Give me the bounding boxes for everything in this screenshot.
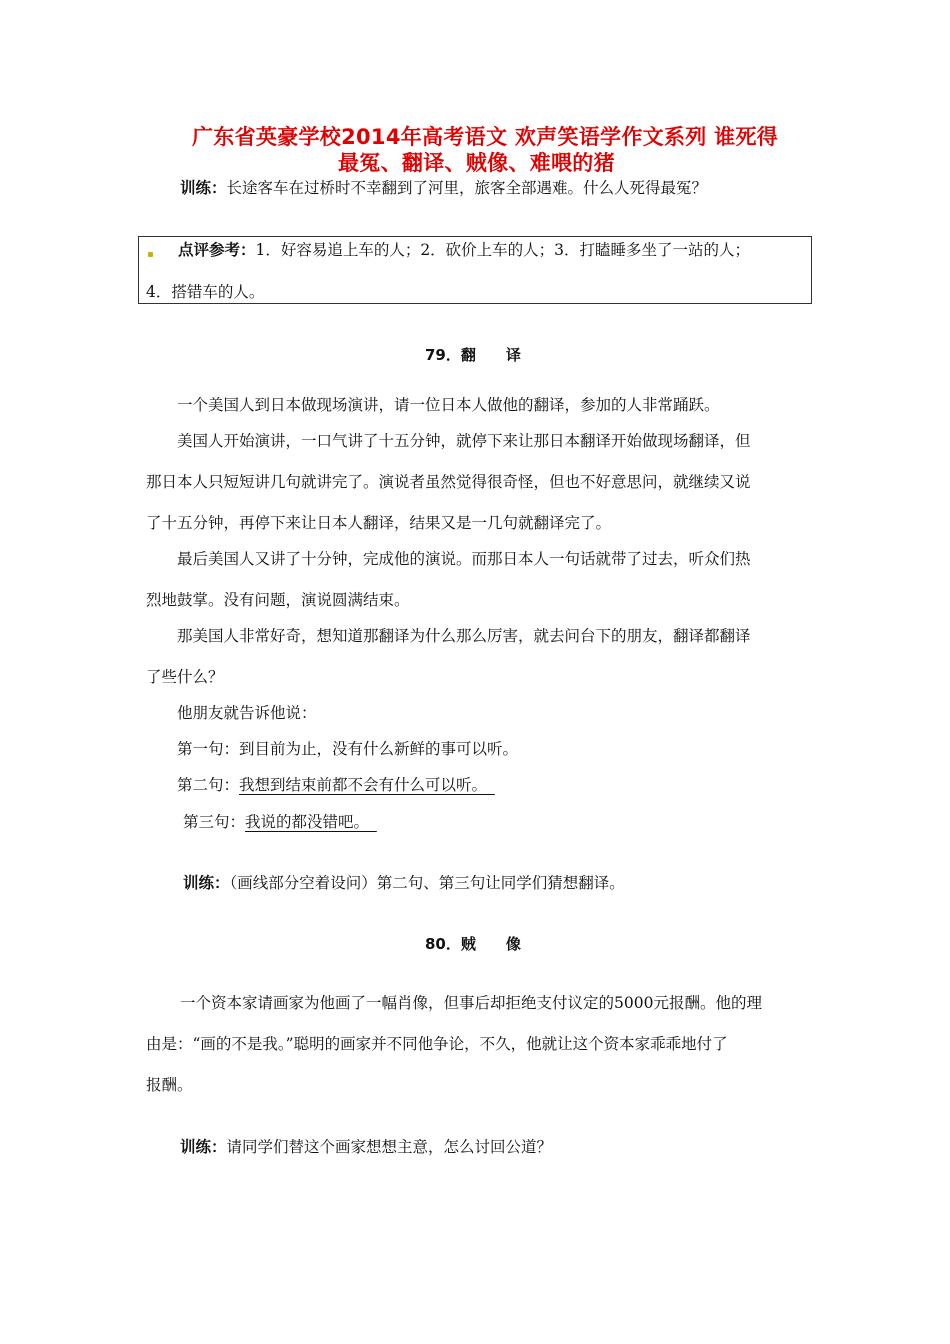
second-answer-underlined: 我想到结束前都不会有什么可以听。 bbox=[239, 776, 488, 794]
reference-label: 点评参考： bbox=[177, 241, 256, 259]
third-answer-underlined: 我说的都没错吧。 bbox=[245, 813, 370, 831]
second-sentence bbox=[177, 775, 495, 795]
para-79-line-9: 他朋友就告诉他说： bbox=[177, 704, 317, 722]
para-80-line-2: 由是：“画的不是我。”聪明的画家并不同他争论，不久，他就让这个资本家乖乖地付了 bbox=[146, 1035, 728, 1053]
training-label: 训练： bbox=[180, 1138, 227, 1156]
training-text: 请同学们替这个画家想想主意，怎么讨回公道？ bbox=[226, 1138, 553, 1156]
para-79-line-4: 了十五分钟，再停下来让日本人翻译，结果又是一几句就翻译完了。 bbox=[146, 514, 612, 532]
para-79-line-10: 第一句：到目前为止，没有什么新鲜的事可以听。 bbox=[177, 740, 519, 758]
training-1 bbox=[180, 178, 707, 198]
training-label: 训练： bbox=[180, 179, 227, 197]
third-label: 第三句： bbox=[183, 813, 246, 831]
third-sentence bbox=[183, 812, 377, 832]
para-80-line-3: 报酬。 bbox=[146, 1076, 193, 1094]
training-80 bbox=[180, 1137, 552, 1157]
training-text: （画线部分空着设问）第二句、第三句让同学们猜想翻译。 bbox=[229, 874, 625, 892]
reference-text: 1．好容易追上车的人；2．砍价上车的人；3．打瞌睡多坐了一站的人； bbox=[255, 241, 751, 259]
training-label: 训练： bbox=[183, 874, 230, 892]
document-title-line2: 最冤、翻译、贼像、难喂的猪 bbox=[338, 151, 615, 175]
heading-79: 79．翻 译 bbox=[425, 346, 521, 364]
marker-dot bbox=[148, 252, 153, 257]
training-79 bbox=[183, 873, 625, 893]
para-80-line-1: 一个资本家请画家为他画了一幅肖像，但事后却拒绝支付议定的5000元报酬。他的理 bbox=[180, 994, 762, 1012]
para-79-line-1: 一个美国人到日本做现场演讲，请一位日本人做他的翻译，参加的人非常踊跃。 bbox=[177, 396, 720, 414]
reference-line-2: 4．搭错车的人。 bbox=[146, 283, 265, 301]
para-79-line-6: 烈地鼓掌。没有问题，演说圆满结束。 bbox=[146, 591, 410, 609]
para-79-line-2: 美国人开始演讲，一口气讲了十五分钟，就停下来让那日本翻译开始做现场翻译，但 bbox=[177, 432, 751, 450]
para-79-line-3: 那日本人只短短讲几句就讲完了。演说者虽然觉得很奇怪，但也不好意思问，就继续又说 bbox=[146, 473, 751, 491]
reference-line-1 bbox=[148, 240, 750, 260]
second-label: 第二句： bbox=[177, 776, 240, 794]
para-79-line-5: 最后美国人又讲了十分钟，完成他的演说。而那日本人一句话就带了过去，听众们热 bbox=[177, 550, 751, 568]
training-text: 长途客车在过桥时不幸翻到了河里，旅客全部遇难。什么人死得最冤？ bbox=[226, 179, 708, 197]
document-title-line1: 广东省英豪学校2014年高考语文 欢声笑语学作文系列 谁死得 bbox=[192, 125, 779, 149]
para-79-line-7: 那美国人非常好奇，想知道那翻译为什么那么厉害，就去问台下的朋友，翻译都翻译 bbox=[177, 627, 751, 645]
heading-80: 80．贼 像 bbox=[425, 935, 521, 953]
para-79-line-8: 了些什么？ bbox=[146, 668, 224, 686]
